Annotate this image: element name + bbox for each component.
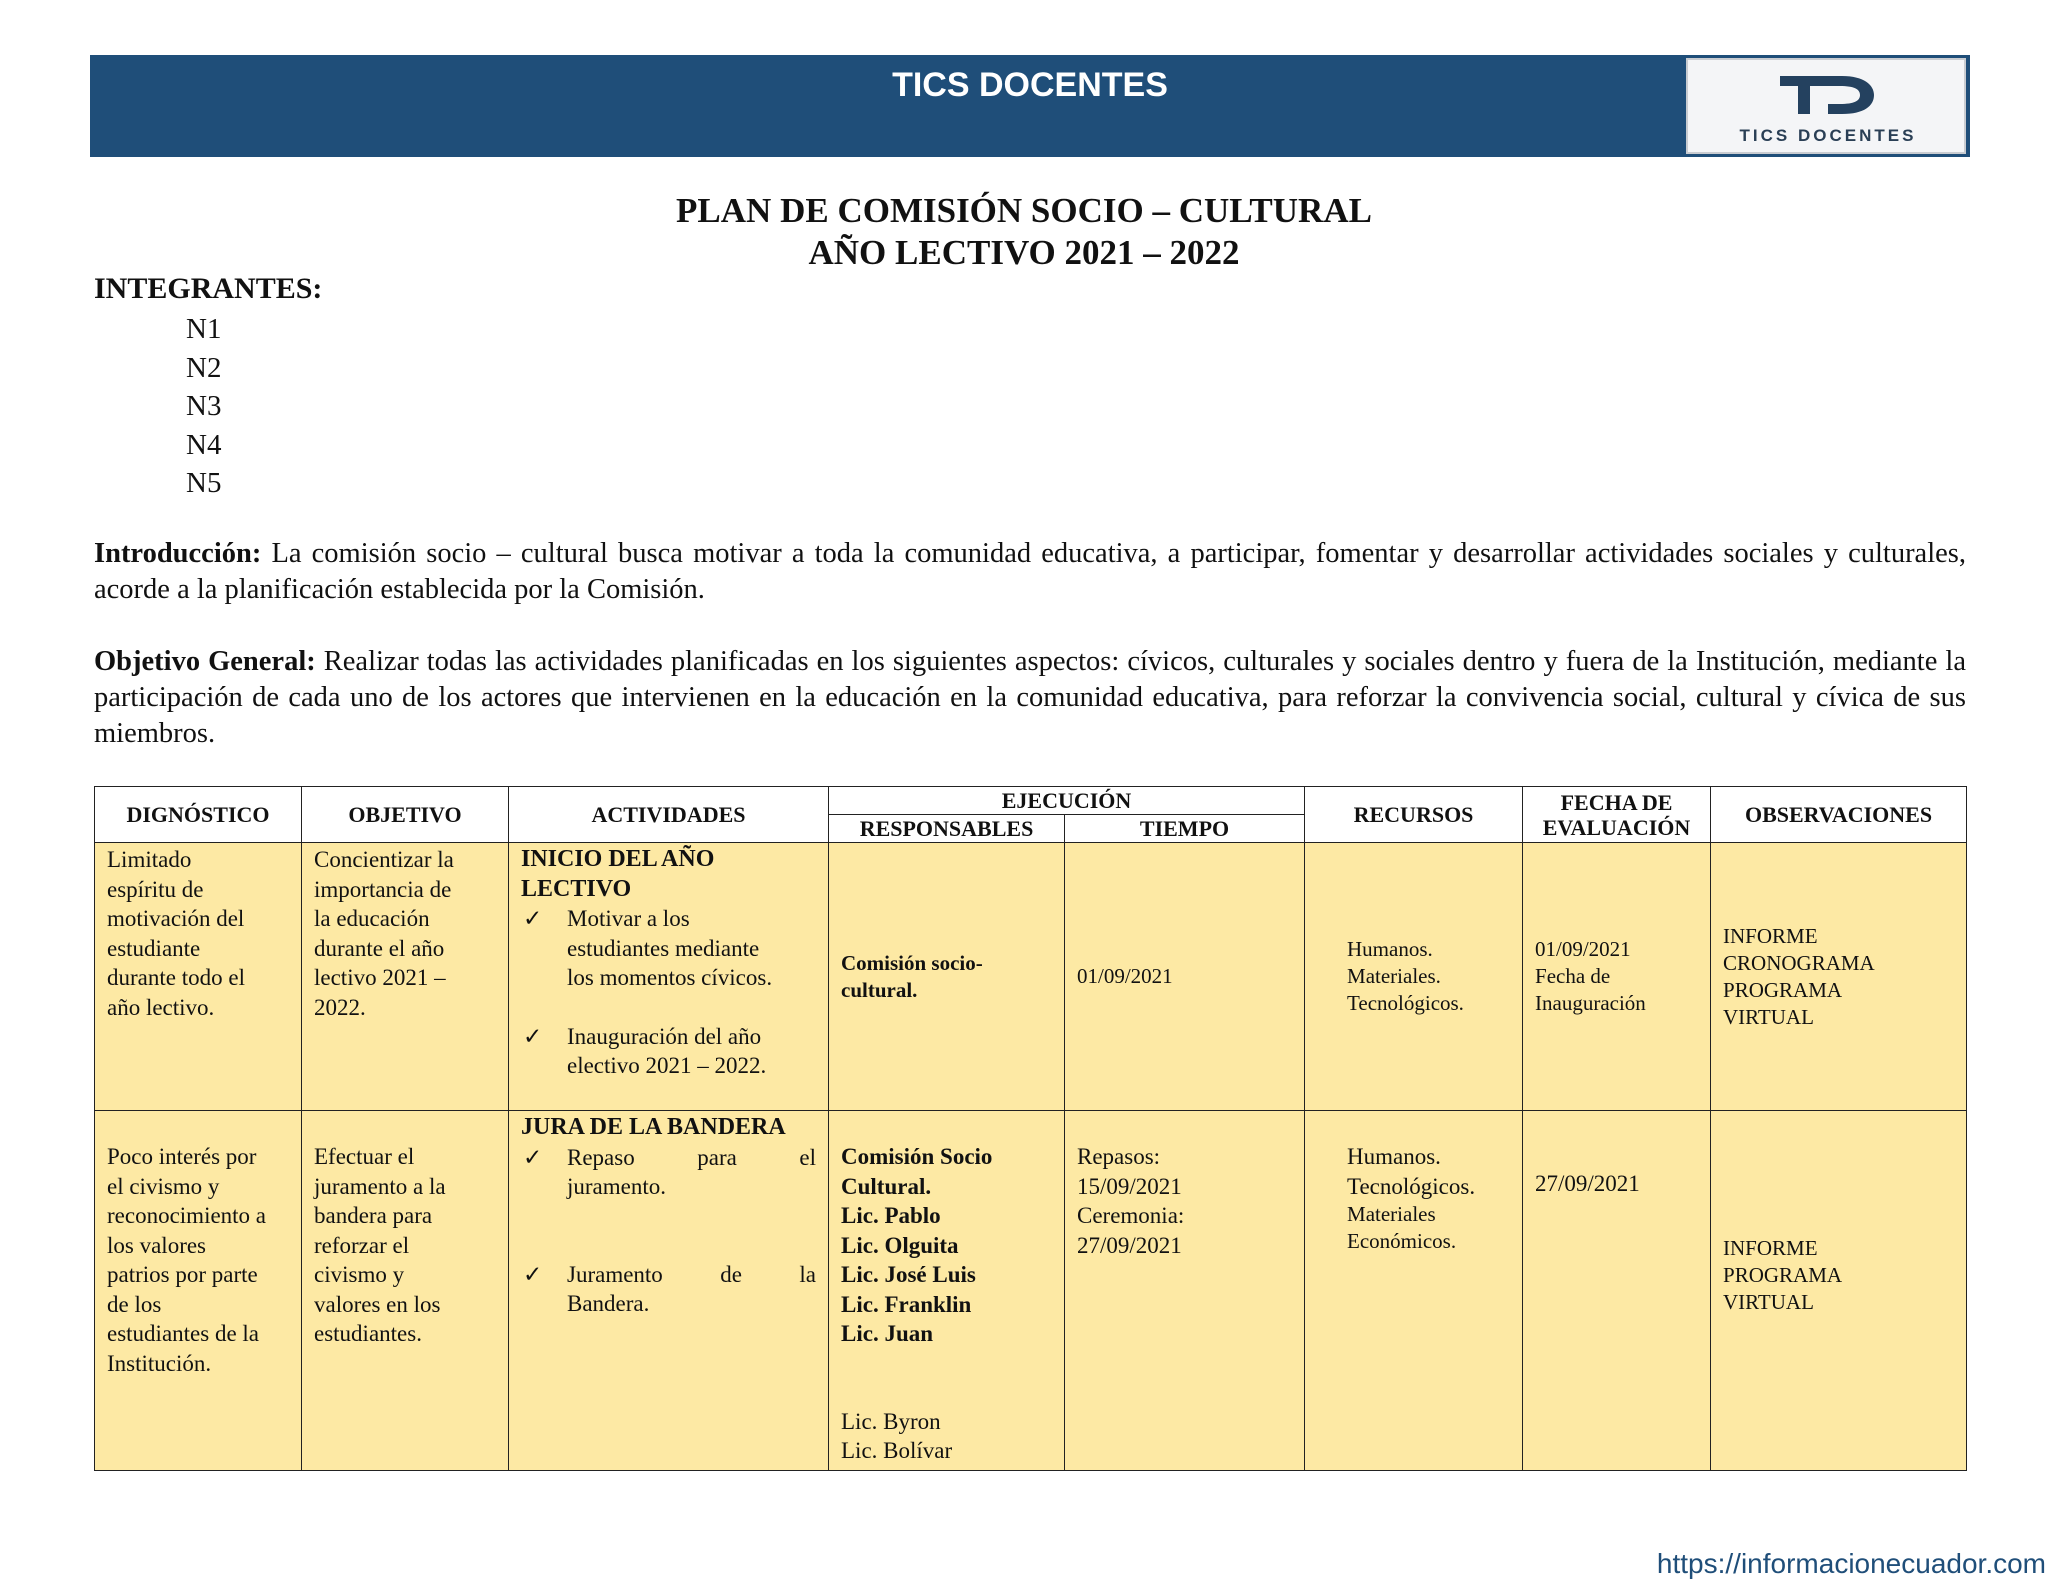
activity-item [521,1143,816,1202]
cell-line: Limitado [107,847,192,872]
cell-line: 27/09/2021 [1077,1232,1182,1258]
cell-line: Repasos: [1077,1144,1161,1169]
cell-line: Tecnológicos. [1347,1173,1476,1199]
objective-text: Realizar todas las actividades planificadas en los siguientes aspectos: cívicos, culturales y sociales dentro y fuera de la Institución, mediante la participación de cada uno de los actores que intervienen en la educación en la comunidad educativa, para reforzar la convivencia social, cultural y cívica de sus miembros. [94,646,1966,749]
cell-line: de los [107,1291,162,1317]
introduction-paragraph [94,536,1966,608]
header-fecha-line2: EVALUACIÓN [1542,814,1691,840]
cell-line: 01/09/2021 [1535,937,1631,961]
cell-line: 2022. [314,994,366,1020]
cell-line: VIRTUAL [1723,1004,1814,1029]
cell-line: Materiales. [1347,964,1441,988]
td-logo-icon [1774,70,1884,118]
cell-line: INFORME [1723,923,1818,948]
table-row [95,843,1967,1111]
cell-objetivo [302,1111,509,1471]
cell-observaciones [1711,843,1967,1111]
members-list [186,310,221,503]
cell-line: reconocimiento a [107,1203,267,1228]
cell-line: Efectuar el [314,1144,415,1169]
cell-line: Comisión Socio [841,1144,993,1169]
cell-line: los valores [107,1232,207,1258]
cell-fecha-evaluacion [1523,1111,1711,1471]
activity-item [521,1260,816,1319]
cell-line: Bandera. [567,1291,650,1316]
cell-diagnostico [95,1111,302,1471]
cell-line: Humanos. [1347,937,1433,961]
tics-docentes-logo [1686,58,1966,154]
banner-title: TICS DOCENTES [892,66,1168,104]
cell-line: Inauguración del año [567,1023,762,1049]
cell-line: Económicos. [1347,1229,1457,1253]
table-row [95,1111,1967,1471]
cell-line: Lic. Juan [841,1321,934,1346]
header-diagnostico: DIGNÓSTICO [95,787,302,843]
cell-line: 01/09/2021 [1077,964,1173,988]
cell-line: PROGRAMA [1723,977,1843,1002]
cell-observaciones [1711,1111,1967,1471]
cell-line: Juramento de la [567,1261,816,1287]
cell-tiempo [1065,843,1305,1111]
cell-diagnostico [95,843,302,1111]
members-heading: INTEGRANTES: [94,272,323,305]
cell-line: 15/09/2021 [1077,1173,1182,1199]
cell-line: Cultural. [841,1173,932,1199]
cell-line: estudiantes mediante [567,935,760,961]
introduction-text: La comisión socio – cultural busca motivar a toda la comunidad educativa, a participar, fomentar y desarrollar actividades sociales y culturales, acorde a la planificación establecida por la Comisión. [94,538,1966,605]
header-fecha-evaluacion [1523,787,1711,843]
cell-line: Comisión socio- [841,950,983,975]
cell-responsables [829,1111,1065,1471]
activity-title: JURA DE LA BANDERA [521,1114,786,1140]
cell-line: Repaso para el [567,1144,816,1170]
cell-line: Ceremonia: [1077,1203,1185,1228]
header-fecha-line1: FECHA DE [1560,789,1673,815]
cell-responsables [829,843,1065,1111]
source-url: https://informacionecuador.com [1656,1548,2046,1579]
cell-line: lectivo 2021 – [314,965,446,990]
header-objetivo: OBJETIVO [302,787,509,843]
cell-line: Lic. Pablo [841,1203,941,1228]
activity-title: INICIO DEL AÑO [521,846,715,872]
cell-line: 27/09/2021 [1535,1171,1640,1196]
cell-line: Tecnológicos. [1347,991,1464,1015]
cell-line: VIRTUAL [1723,1290,1814,1314]
cell-line: Concientizar la [314,847,454,872]
cell-line: civismo y [314,1262,405,1287]
cell-line: CRONOGRAMA [1723,950,1875,975]
cell-line: INFORME [1723,1236,1818,1260]
plan-table [94,786,1967,1471]
activity-title: LECTIVO [521,875,632,902]
cell-line: Humanos. [1347,1144,1441,1169]
cell-recursos [1305,1111,1523,1471]
cell-line: durante todo el [107,965,245,990]
cell-line: Lic. José Luis [841,1262,976,1287]
cell-line: espíritu de [107,876,204,902]
objective-label: Objetivo General: [94,646,316,677]
cell-line: estudiantes. [314,1321,422,1346]
cell-line: Motivar a los [567,906,690,931]
activity-item [521,1022,816,1081]
cell-line: importancia de [314,876,452,902]
header-tiempo: TIEMPO [1065,815,1305,843]
member-item: N2 [186,351,222,384]
cell-line: estudiantes de la [107,1321,260,1346]
header-banner [90,55,1970,157]
checkmark-icon: ✓ [523,906,543,931]
cell-actividades [509,843,829,1111]
cell-line: patrios por parte [107,1262,258,1287]
document-subtitle: AÑO LECTIVO 2021 – 2022 [808,233,1240,272]
cell-line: Materiales [1347,1202,1436,1226]
checkmark-icon: ✓ [523,1144,543,1170]
cell-line: reforzar el [314,1232,410,1258]
cell-fecha-evaluacion [1523,843,1711,1111]
cell-line: durante el año [314,935,445,961]
member-item: N4 [186,428,222,461]
document-title: PLAN DE COMISIÓN SOCIO – CULTURAL [676,191,1372,230]
header-observaciones: OBSERVACIONES [1711,787,1967,843]
cell-line: valores en los [314,1291,441,1317]
cell-line: electivo 2021 – 2022. [567,1053,767,1078]
cell-objetivo [302,843,509,1111]
cell-line: juramento. [567,1174,666,1199]
cell-line: Lic. Bolívar [841,1438,953,1463]
cell-line: Lic. Olguita [841,1232,959,1258]
header-recursos: RECURSOS [1305,787,1523,843]
cell-line: Lic. Franklin [841,1291,972,1317]
cell-line: cultural. [841,977,918,1002]
cell-line: Fecha de [1535,964,1611,988]
cell-tiempo [1065,1111,1305,1471]
cell-line: Lic. Byron [841,1408,941,1434]
cell-line: motivación del [107,906,245,931]
member-item: N5 [186,467,222,499]
member-item: N3 [186,390,222,422]
checkmark-icon: ✓ [523,1023,543,1049]
cell-line: la educación [314,906,430,931]
cell-line: juramento a la [314,1173,446,1199]
member-item: N1 [186,313,222,345]
objective-paragraph [94,644,1966,752]
cell-line: bandera para [314,1203,433,1228]
cell-line: el civismo y [107,1173,220,1199]
cell-line: los momentos cívicos. [567,965,773,990]
cell-recursos [1305,843,1523,1111]
activity-item [521,904,816,993]
cell-line: estudiante [107,935,201,961]
cell-line: PROGRAMA [1723,1263,1843,1287]
introduction-label: Introducción: [94,538,262,569]
logo-text: TICS DOCENTES [1739,126,1917,145]
cell-line: año lectivo. [107,994,215,1020]
cell-line: Institución. [107,1350,212,1376]
cell-line: Inauguración [1535,991,1646,1015]
checkmark-icon: ✓ [523,1261,543,1287]
cell-line: Poco interés por [107,1144,257,1169]
header-actividades: ACTIVIDADES [509,787,829,843]
header-responsables: RESPONSABLES [829,815,1065,843]
header-ejecucion: EJECUCIÓN [829,787,1305,815]
cell-actividades [509,1111,829,1471]
